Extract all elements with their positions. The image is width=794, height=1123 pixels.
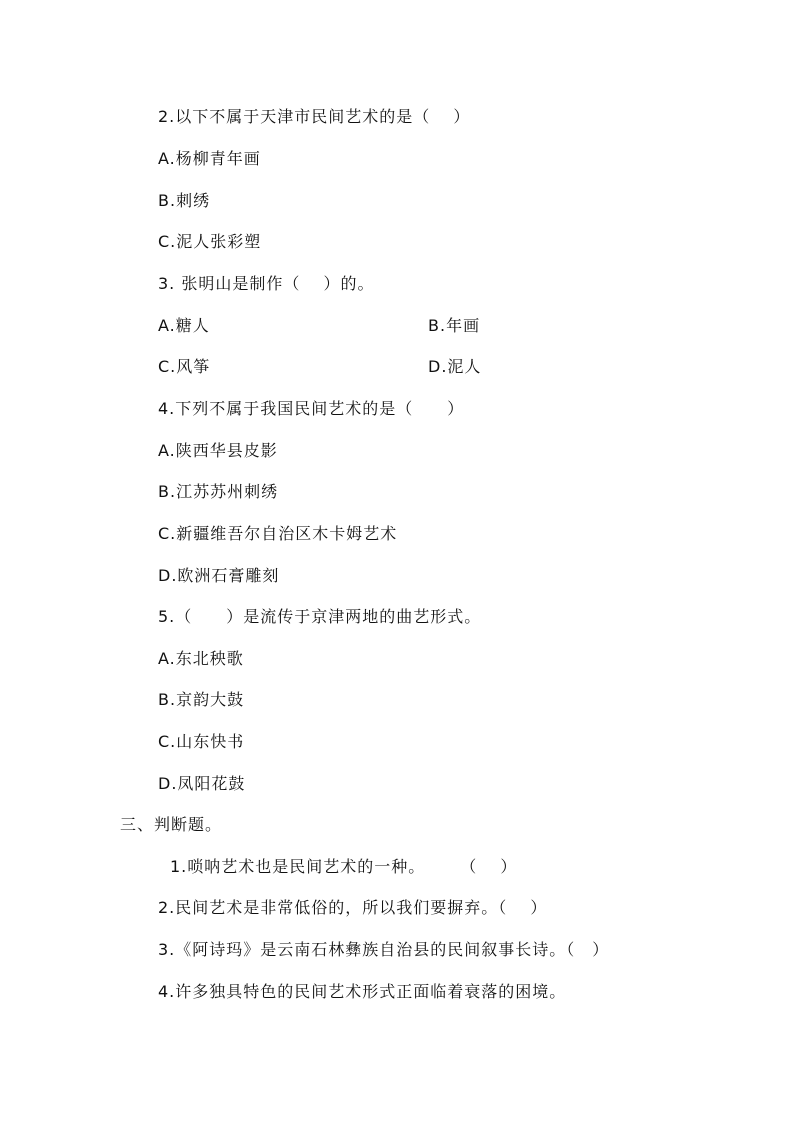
q3-option-a: A.糖人: [158, 316, 210, 335]
q4-option-a: A.陕西华县皮影: [158, 441, 278, 460]
tf-item-4: 4.许多独具特色的民间艺术形式正面临着衰落的困境。: [158, 982, 567, 1001]
q3-option-d: D.泥人: [428, 357, 482, 376]
q3-option-b: B.年画: [428, 316, 481, 335]
tf-item-1: 1.唢呐艺术也是民间艺术的一种。 （ ）: [170, 857, 518, 876]
q2-option-c: C.泥人张彩塑: [158, 232, 262, 251]
section-3-heading: 三、判断题。: [120, 815, 223, 834]
tf-item-2: 2.民间艺术是非常低俗的，所以我们要摒弃。（ ）: [158, 898, 548, 917]
q3-option-c: C.风筝: [158, 357, 211, 376]
tf-item-3: 3.《阿诗玛》是云南石林彝族自治县的民间叙事长诗。（ ）: [158, 940, 610, 959]
q5-option-c: C.山东快书: [158, 732, 245, 751]
q4-option-c: C.新疆维吾尔自治区木卡姆艺术: [158, 524, 398, 543]
q2-option-b: B.刺绣: [158, 191, 211, 210]
q3-stem: 3. 张明山是制作（ ）的。: [158, 274, 375, 293]
q2-stem: 2.以下不属于天津市民间艺术的是（ ）: [158, 107, 471, 126]
q5-option-d: D.凤阳花鼓: [158, 774, 246, 793]
q4-stem: 4.下列不属于我国民间艺术的是（ ）: [158, 399, 465, 418]
q5-option-a: A.东北秧歌: [158, 649, 244, 668]
q4-option-d: D.欧洲石膏雕刻: [158, 566, 280, 585]
q5-stem: 5.（ ）是流传于京津两地的曲艺形式。: [158, 607, 482, 626]
q5-option-b: B.京韵大鼓: [158, 690, 245, 709]
q4-option-b: B.江苏苏州刺绣: [158, 482, 279, 501]
q2-option-a: A.杨柳青年画: [158, 149, 261, 168]
